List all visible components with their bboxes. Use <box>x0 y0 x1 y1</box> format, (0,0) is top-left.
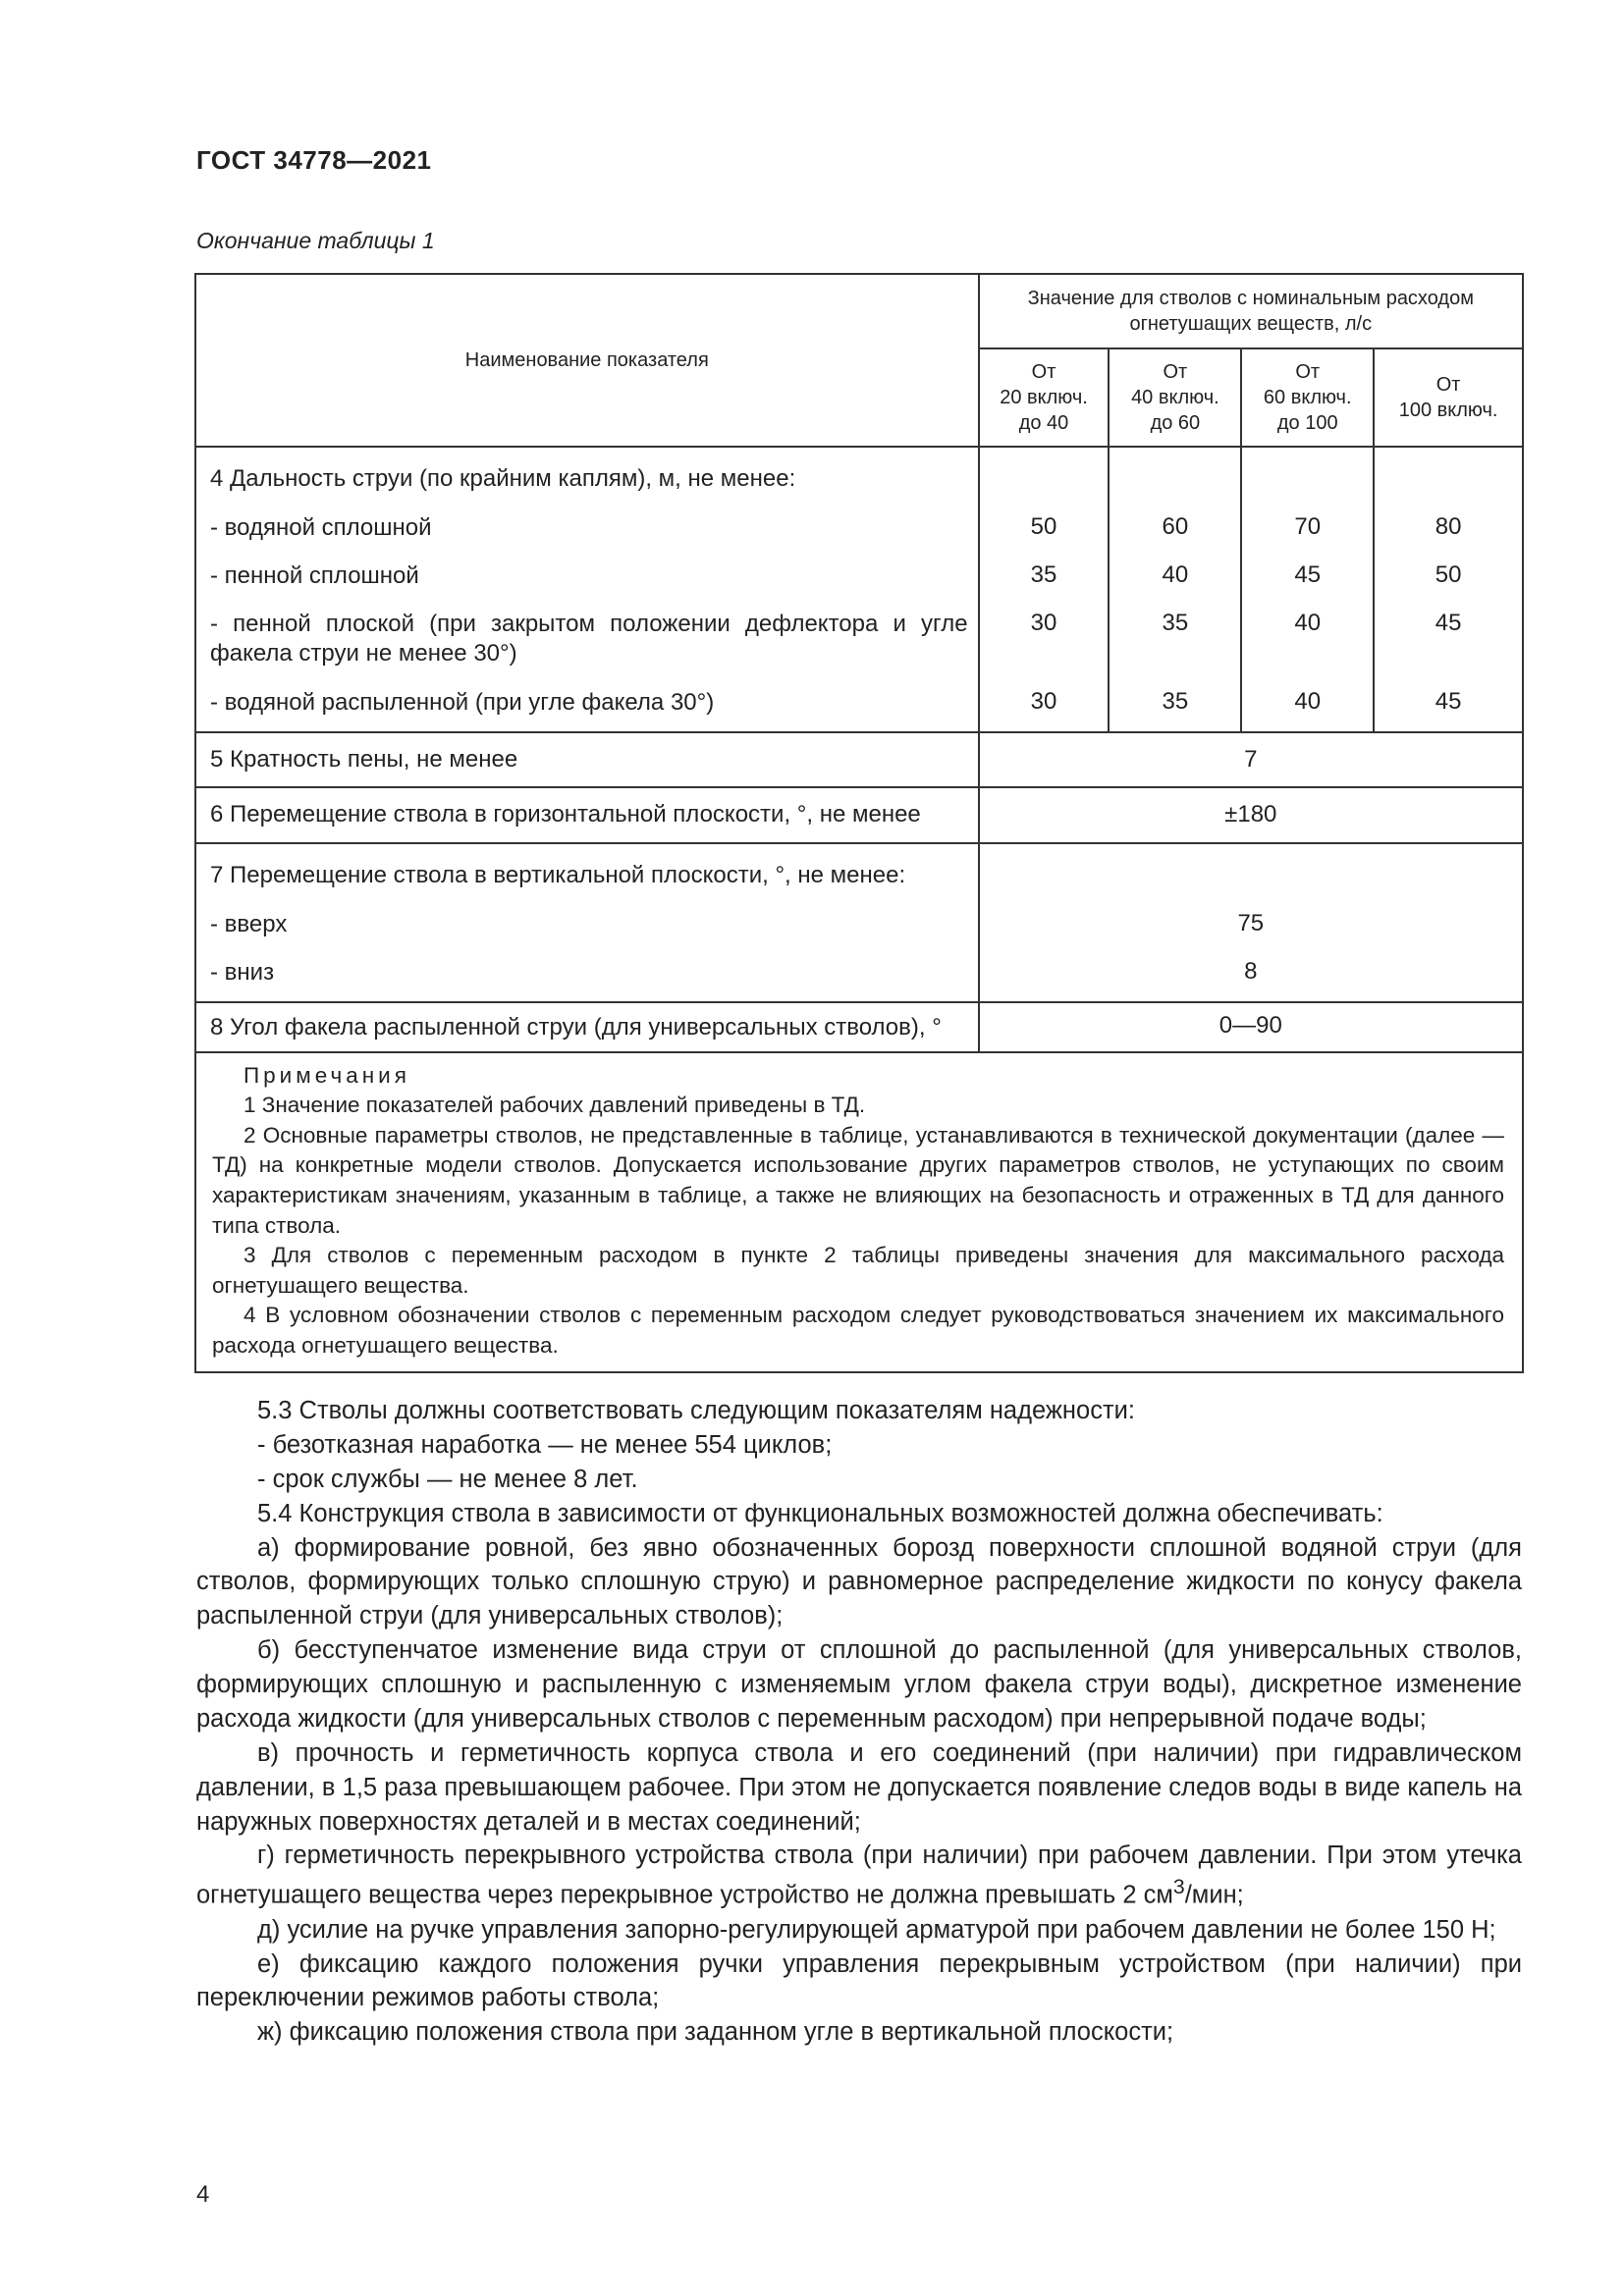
subheader-20-40: От 20 включ. до 40 <box>979 348 1110 447</box>
row-vertical-movement <box>195 843 979 1002</box>
jet-range-col-3 <box>1241 447 1374 732</box>
paragraph: ж) фиксацию положения ствола при заданном угле в вертикальной плоскости; <box>257 2018 1174 2047</box>
table-cell: 70 <box>1294 513 1322 540</box>
table-cell: 35 <box>1162 610 1189 636</box>
paragraph: 5.4 Конструкция ствола в зависимости от функциональных возможностей должна обеспечивать: <box>257 1499 1383 1527</box>
paragraph: - безотказная наработка — не менее 554 циклов; <box>257 1430 833 1459</box>
horizontal-movement-label: 6 Перемещение ствола в горизонтальной плоскости, °, не менее <box>195 787 979 843</box>
paragraph <box>196 1839 1522 1912</box>
jet-range-col-4 <box>1374 447 1523 732</box>
paragraph-text: /мин; <box>1184 1881 1244 1909</box>
notes-title: Примечания <box>244 1062 410 1088</box>
table-cell: 35 <box>1030 561 1057 588</box>
document-body <box>196 1394 1522 2050</box>
table-cell: 50 <box>1030 513 1057 540</box>
paragraph-text: г) герметичность перекрывного устройства ствола (при наличии) при рабочем давлении. При этом утечка огнетушащего вещества через перекрывное устройство не должна превышать 2 см <box>196 1842 1522 1909</box>
table-cell: 40 <box>1294 610 1322 636</box>
note-item: 3 Для стволов с переменным расходом в пункте 2 таблицы приведены значения для максимального расхода огнетушащего вещества. <box>212 1243 1504 1298</box>
note-item: 2 Основные параметры стволов, не представленные в таблице, устанавливаются в технической документации (далее — ТД) на конкретные модели стволов. Допускается использование других параметров стволов, не уступающих по своим характеристикам значениям, указанным в таблице, а также не влияющих на безопасность и отраженных в ТД для данного типа ствола. <box>212 1122 1504 1238</box>
note-item: 1 Значение показателей рабочих давлений приведены в ТД. <box>244 1093 866 1118</box>
paragraph: а) формирование ровной, без явно обозначенных борозд поверхности сплошной водяной струи (для стволов, формирующих только сплошную струю) и равномерное распределение жидкости по конусу факела распыленной струи (для универсальных стволов); <box>196 1533 1522 1630</box>
spray-angle-label: 8 Угол факела распыленной струи (для универсальных стволов), ° <box>195 1002 979 1052</box>
row-jet-range <box>195 447 979 732</box>
jet-range-row-label: - пенной сплошной <box>210 561 419 589</box>
vertical-movement-title: 7 Перемещение ствола в вертикальной плоскости, °, не менее: <box>210 862 906 889</box>
table-cell: 50 <box>1435 561 1462 588</box>
jet-range-row-label: - пенной плоской (при закрытом положении дефлектора и угле факела струи не менее 30°) <box>210 610 968 667</box>
table-cell: 45 <box>1294 561 1322 588</box>
table-cell: 30 <box>1030 688 1057 715</box>
note-item: 4 В условном обозначении стволов с переменным расходом следует руководствоваться значением их максимального расхода огнетушащего вещества. <box>212 1303 1504 1358</box>
table-cell: 60 <box>1162 513 1189 540</box>
vertical-down-label: - вниз <box>210 958 275 986</box>
paragraph: в) прочность и герметичность корпуса ствола и его соединений (при наличии) при гидравлическом давлении, в 1,5 раза превышающем рабочее. При этом не допускается появление следов воды в виде капель на наружных поверхностях деталей и в местах соединений; <box>196 1738 1522 1836</box>
page-number: 4 <box>196 2181 210 2208</box>
foam-ratio-value: 7 <box>979 732 1523 788</box>
vertical-down-value: 8 <box>1244 958 1258 986</box>
subheader-100: От 100 включ. <box>1374 348 1523 447</box>
table-cell: 45 <box>1435 688 1462 715</box>
subheader-60-100: От 60 включ. до 100 <box>1241 348 1374 447</box>
vertical-up-value: 75 <box>1237 910 1265 937</box>
column-header-name: Наименование показателя <box>195 274 979 447</box>
table-cell: 45 <box>1435 610 1462 636</box>
jet-range-col-2 <box>1109 447 1241 732</box>
document-header: ГОСТ 34778—2021 <box>196 145 432 175</box>
paragraph: - срок службы — не менее 8 лет. <box>257 1465 638 1493</box>
parameters-table <box>194 273 1524 1373</box>
subheader-40-60: От 40 включ. до 60 <box>1109 348 1241 447</box>
column-group-header: Значение для стволов с номинальным расходом огнетушащих веществ, л/с <box>979 274 1523 348</box>
vertical-movement-values <box>979 843 1523 1002</box>
table-notes <box>195 1052 1523 1372</box>
table-cell: 30 <box>1030 610 1057 636</box>
table-cell: 80 <box>1435 513 1462 540</box>
paragraph: е) фиксацию каждого положения ручки управления перекрывным устройством (при наличии) при переключении режимов работы ствола; <box>196 1949 1522 2012</box>
superscript: 3 <box>1172 1875 1185 1899</box>
foam-ratio-label: 5 Кратность пены, не менее <box>195 732 979 788</box>
jet-range-col-1 <box>979 447 1110 732</box>
jet-range-row-label: - водяной распыленной (при угле факела 30°) <box>210 688 715 716</box>
horizontal-movement-value: ±180 <box>979 787 1523 843</box>
table-cell: 40 <box>1294 688 1322 715</box>
paragraph: 5.3 Стволы должны соответствовать следующим показателям надежности: <box>257 1397 1135 1424</box>
jet-range-title: 4 Дальность струи (по крайним каплям), м, не менее: <box>210 465 796 492</box>
vertical-up-label: - вверх <box>210 910 288 937</box>
spray-angle-value: 0—90 <box>979 1002 1523 1052</box>
paragraph: д) усилие на ручке управления запорно-регулирующей арматурой при рабочем давлении не более 150 Н; <box>257 1915 1496 1944</box>
table-caption: Окончание таблицы 1 <box>196 228 435 253</box>
paragraph: б) бесступенчатое изменение вида струи от сплошной до распыленной (для универсальных стволов, формирующих сплошную и распыленную с изменяемым углом факела струи воды), дискретное изменение расхода жидкости (для универсальных стволов с переменным расходом) при непрерывной подаче воды; <box>196 1636 1522 1733</box>
jet-range-row-label: - водяной сплошной <box>210 513 432 541</box>
table-cell: 40 <box>1162 561 1189 588</box>
table-cell: 35 <box>1162 688 1189 715</box>
